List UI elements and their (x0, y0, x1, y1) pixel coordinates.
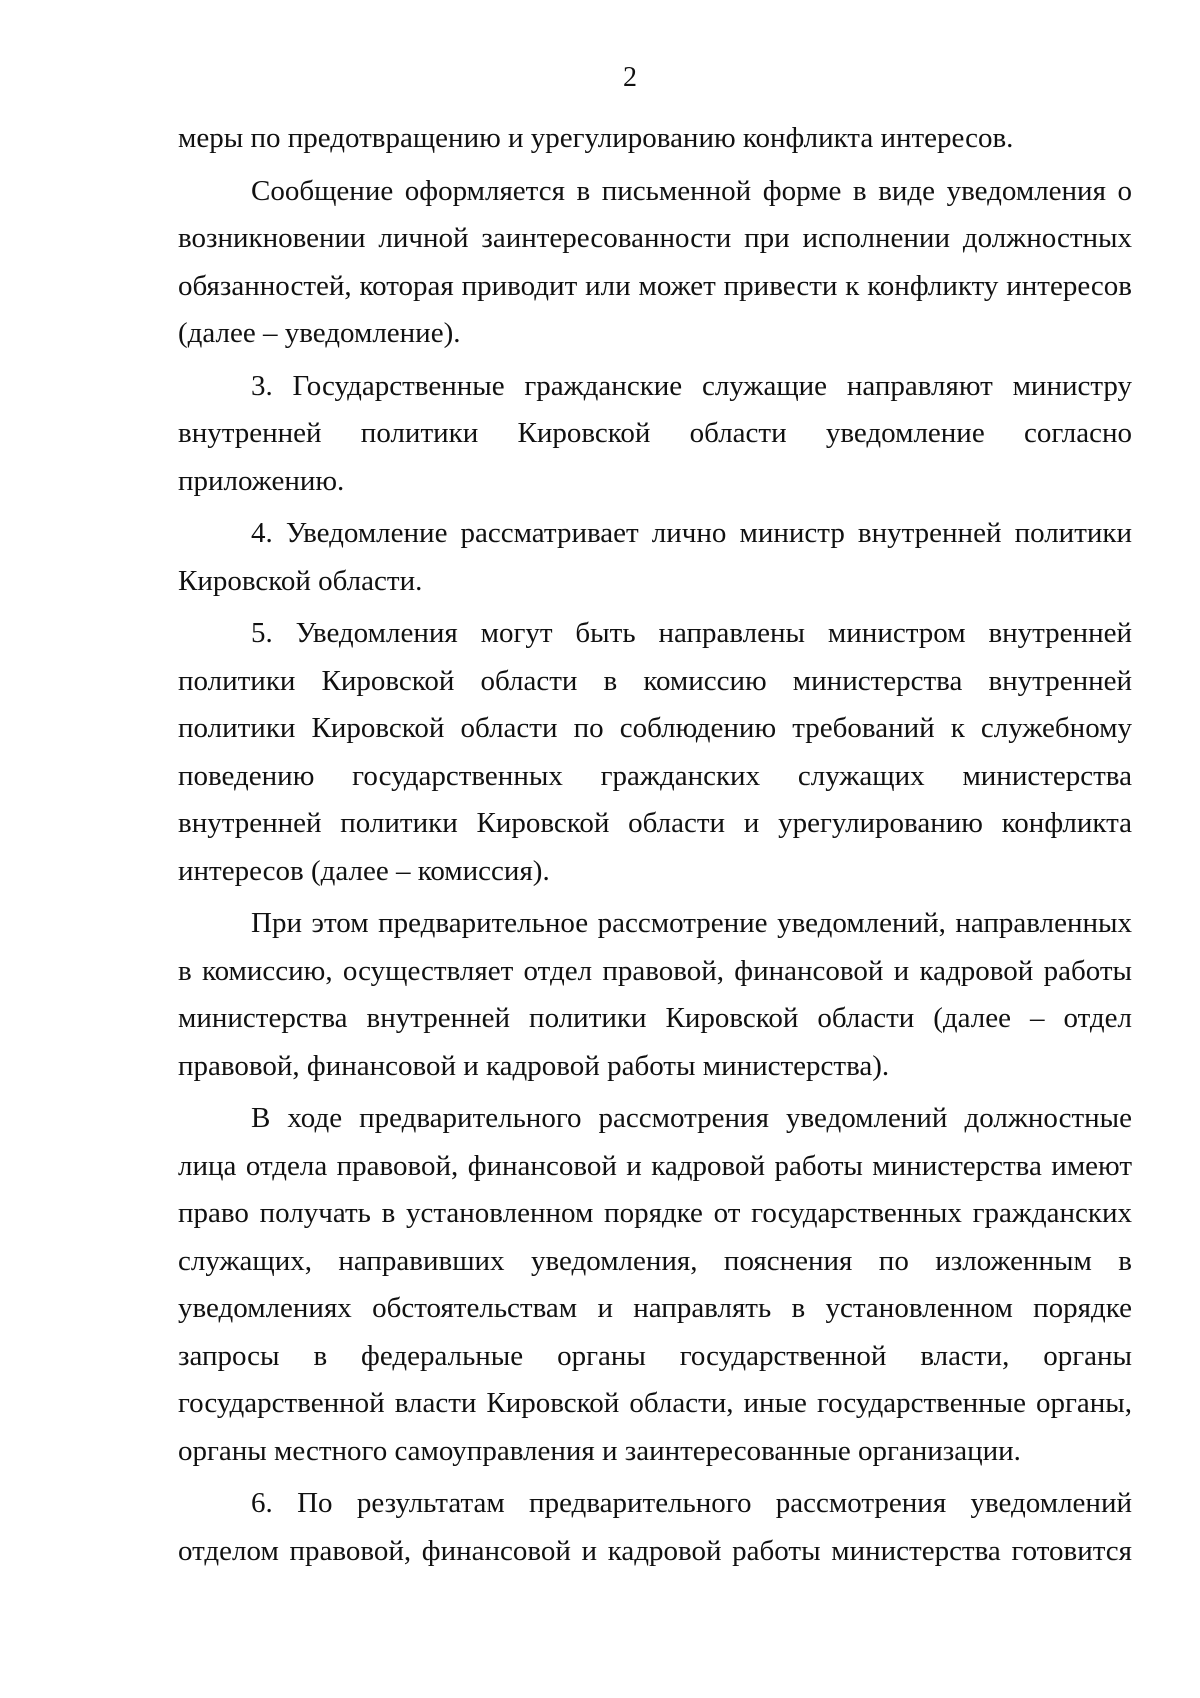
paragraph-item-4: 4. Уведомление рассматривает лично министр внутренней политики Кировской области. (178, 517, 1132, 597)
paragraph-notice-format: Сообщение оформляется в письменной форме в виде уведомления о возникновении личной заинтересованности при исполнении должностных обязанностей, которая приводит или может привести к конфликту интересов (далее – уведомление). (178, 174, 1132, 349)
paragraph-item-3: 3. Государственные гражданские служащие направляют министру внутренней политики Кировской области уведомление согласно приложению. (178, 369, 1132, 497)
document-body (178, 115, 1132, 1575)
page-number: 2 (623, 62, 637, 93)
paragraph-continuation: меры по предотвращению и урегулированию конфликта интересов. (178, 122, 1014, 154)
paragraph-preliminary-review: При этом предварительное рассмотрение уведомлений, направленных в комиссию, осуществляет отдел правовой, финансовой и кадровой работы министерства внутренней политики Кировской области (далее – отдел правовой, финансовой и кадровой работы министерства). (178, 907, 1132, 1082)
paragraph-review-rights: В ходе предварительного рассмотрения уведомлений должностные лица отдела правовой, финансовой и кадровой работы министерства имеют право получать в установленном порядке от государственных гражданских служащих, направивших уведомления, пояснения по изложенным в уведомлениях обстоятельствам и направлять в установленном порядке запросы в федеральные органы государственной власти, органы государственной власти Кировской области, иные государственные органы, органы местного самоуправления и заинтересованные организации. (178, 1102, 1132, 1467)
paragraph-item-6: 6. По результатам предварительного рассмотрения уведомлений отделом правовой, финансовой и кадровой работы министерства готовится (178, 1487, 1132, 1567)
paragraph-item-5: 5. Уведомления могут быть направлены министром внутренней политики Кировской области в комиссию министерства внутренней политики Кировской области по соблюдению требований к служебному поведению государственных гражданских служащих министерства внутренней политики Кировской области и урегулированию конфликта интересов (далее – комиссия). (178, 617, 1132, 887)
